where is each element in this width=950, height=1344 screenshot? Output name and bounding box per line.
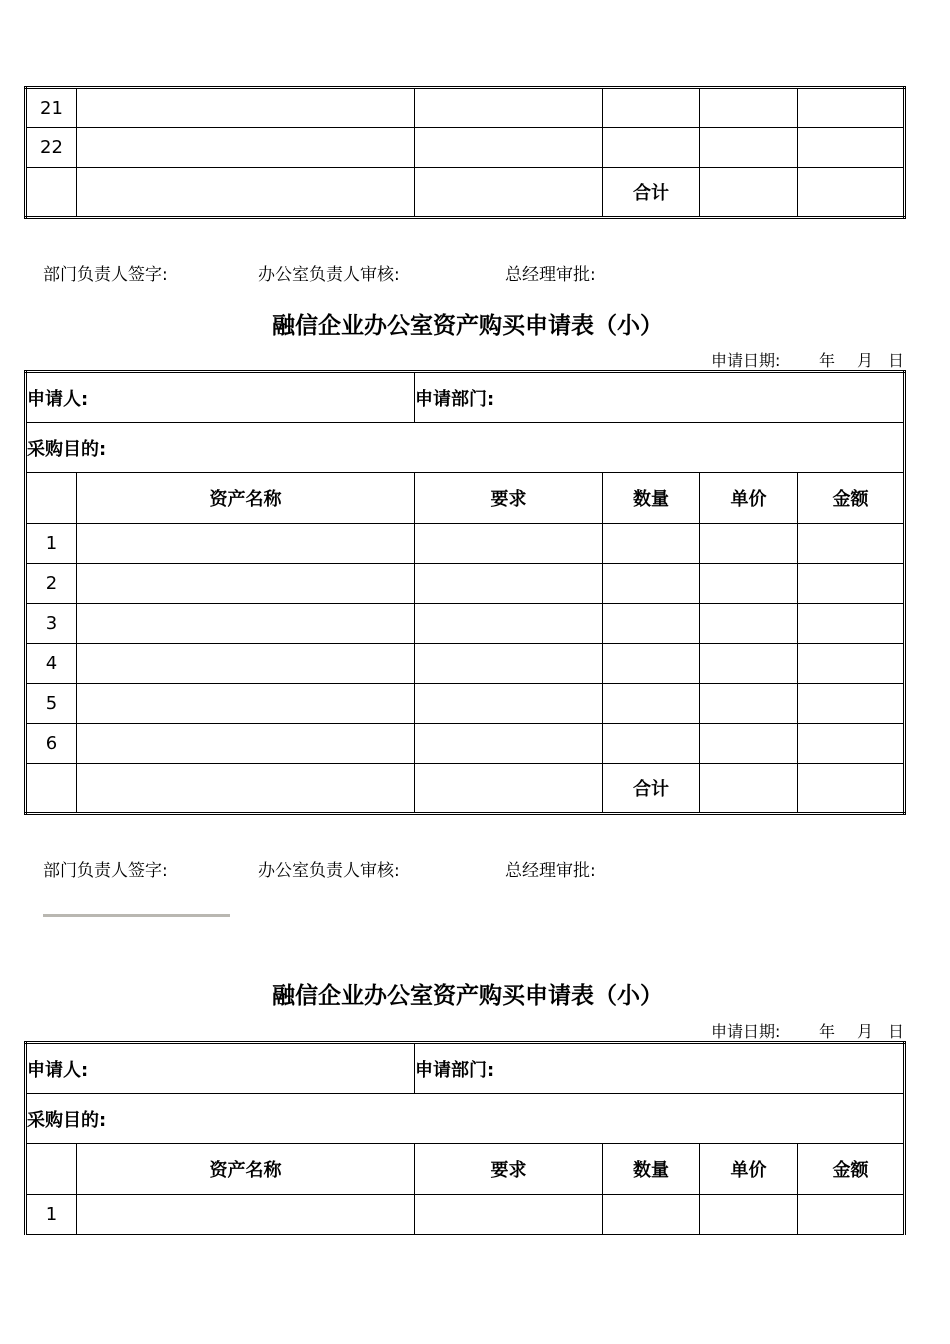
- row-number: 1: [26, 524, 77, 564]
- row-number: 22: [26, 128, 77, 168]
- office-head-review-label: 办公室负责人审核:: [258, 265, 400, 285]
- col-unit-price: 单价: [700, 473, 798, 524]
- office-head-review-label: 办公室负责人审核:: [258, 861, 400, 881]
- total-row: [26, 168, 905, 218]
- table-row: [26, 88, 905, 128]
- total-unit-price-cell[interactable]: [700, 764, 798, 814]
- asset-name-cell[interactable]: [77, 684, 415, 724]
- table-row: [26, 604, 905, 644]
- quantity-cell[interactable]: [603, 524, 700, 564]
- col-amount: 金额: [798, 1144, 905, 1195]
- quantity-cell[interactable]: [603, 604, 700, 644]
- asset-name-cell[interactable]: [77, 88, 415, 128]
- requirement-cell[interactable]: [415, 1195, 603, 1235]
- applicant-field[interactable]: 申请人:: [26, 1043, 415, 1094]
- applicant-field[interactable]: 申请人:: [26, 372, 415, 423]
- amount-cell[interactable]: [798, 88, 905, 128]
- department-field[interactable]: 申请部门:: [415, 1043, 905, 1094]
- purchase-request-table: [24, 1041, 906, 1235]
- date-day: 日: [888, 351, 905, 370]
- requirement-cell[interactable]: [415, 524, 603, 564]
- date-year: 年: [819, 1022, 836, 1041]
- header-row: [26, 473, 905, 524]
- date-label: 申请日期:: [711, 1022, 781, 1041]
- quantity-cell[interactable]: [603, 1195, 700, 1235]
- row-number: 21: [26, 88, 77, 128]
- unit-price-cell[interactable]: [700, 644, 798, 684]
- total-amount-cell[interactable]: [798, 764, 905, 814]
- applicant-row: [26, 1043, 905, 1094]
- quantity-cell[interactable]: [603, 564, 700, 604]
- table-row: [26, 564, 905, 604]
- requirement-cell[interactable]: [415, 128, 603, 168]
- date-month: 月: [857, 1022, 874, 1041]
- amount-cell[interactable]: [798, 564, 905, 604]
- amount-cell[interactable]: [798, 1195, 905, 1235]
- row-number: 6: [26, 724, 77, 764]
- purpose-row: [26, 423, 905, 473]
- row-number: 2: [26, 564, 77, 604]
- table-row: [26, 684, 905, 724]
- unit-price-cell[interactable]: [700, 88, 798, 128]
- row-number: 5: [26, 684, 77, 724]
- row-number: 4: [26, 644, 77, 684]
- col-requirement: 要求: [415, 1144, 603, 1195]
- amount-cell[interactable]: [798, 644, 905, 684]
- col-amount: 金额: [798, 473, 905, 524]
- dept-head-signature-label: 部门负责人签字:: [43, 861, 168, 881]
- row-number: 3: [26, 604, 77, 644]
- col-unit-price: 单价: [700, 1144, 798, 1195]
- asset-name-cell[interactable]: [77, 128, 415, 168]
- department-field[interactable]: 申请部门:: [415, 372, 905, 423]
- purchase-request-table: [24, 370, 906, 815]
- quantity-cell[interactable]: [603, 684, 700, 724]
- requirement-cell[interactable]: [415, 644, 603, 684]
- amount-cell[interactable]: [798, 604, 905, 644]
- col-asset-name: 资产名称: [77, 473, 415, 524]
- header-row: [26, 1144, 905, 1195]
- amount-cell[interactable]: [798, 724, 905, 764]
- unit-price-cell[interactable]: [700, 724, 798, 764]
- asset-name-cell[interactable]: [77, 604, 415, 644]
- asset-name-cell[interactable]: [77, 724, 415, 764]
- requirement-cell[interactable]: [415, 604, 603, 644]
- quantity-cell[interactable]: [603, 128, 700, 168]
- asset-name-cell[interactable]: [77, 524, 415, 564]
- col-quantity: 数量: [603, 1144, 700, 1195]
- row-number: 1: [26, 1195, 77, 1235]
- amount-cell[interactable]: [798, 524, 905, 564]
- date-month: 月: [857, 351, 874, 370]
- purpose-field[interactable]: 采购目的:: [26, 423, 905, 473]
- unit-price-cell[interactable]: [700, 1195, 798, 1235]
- col-requirement: 要求: [415, 473, 603, 524]
- asset-name-cell[interactable]: [77, 564, 415, 604]
- purpose-field[interactable]: 采购目的:: [26, 1094, 905, 1144]
- quantity-cell[interactable]: [603, 88, 700, 128]
- table-row: [26, 724, 905, 764]
- quantity-cell[interactable]: [603, 644, 700, 684]
- quantity-cell[interactable]: [603, 724, 700, 764]
- total-label: 合计: [603, 168, 700, 218]
- separator-line: [43, 914, 230, 917]
- form-title: 融信企业办公室资产购买申请表（小）: [272, 983, 663, 1009]
- requirement-cell[interactable]: [415, 564, 603, 604]
- table-row: [26, 524, 905, 564]
- requirement-cell[interactable]: [415, 684, 603, 724]
- requirement-cell[interactable]: [415, 724, 603, 764]
- amount-cell[interactable]: [798, 128, 905, 168]
- col-quantity: 数量: [603, 473, 700, 524]
- gm-approval-label: 总经理审批:: [505, 861, 596, 881]
- unit-price-cell[interactable]: [700, 564, 798, 604]
- requirement-cell[interactable]: [415, 88, 603, 128]
- table-row: [26, 644, 905, 684]
- total-row: [26, 764, 905, 814]
- col-asset-name: 资产名称: [77, 1144, 415, 1195]
- applicant-row: [26, 372, 905, 423]
- total-label: 合计: [603, 764, 700, 814]
- form-title: 融信企业办公室资产购买申请表（小）: [272, 313, 663, 339]
- gm-approval-label: 总经理审批:: [505, 265, 596, 285]
- asset-name-cell[interactable]: [77, 644, 415, 684]
- total-unit-price-cell[interactable]: [700, 168, 798, 218]
- table-row: [26, 1195, 905, 1235]
- unit-price-cell[interactable]: [700, 604, 798, 644]
- unit-price-cell[interactable]: [700, 128, 798, 168]
- dept-head-signature-label: 部门负责人签字:: [43, 265, 168, 285]
- amount-cell[interactable]: [798, 684, 905, 724]
- total-amount-cell[interactable]: [798, 168, 905, 218]
- unit-price-cell[interactable]: [700, 524, 798, 564]
- table-row: [26, 128, 905, 168]
- unit-price-cell[interactable]: [700, 684, 798, 724]
- date-label: 申请日期:: [711, 351, 781, 370]
- top-form-fragment-table: [24, 86, 906, 219]
- date-day: 日: [888, 1022, 905, 1041]
- purpose-row: [26, 1094, 905, 1144]
- date-year: 年: [819, 351, 836, 370]
- asset-name-cell[interactable]: [77, 1195, 415, 1235]
